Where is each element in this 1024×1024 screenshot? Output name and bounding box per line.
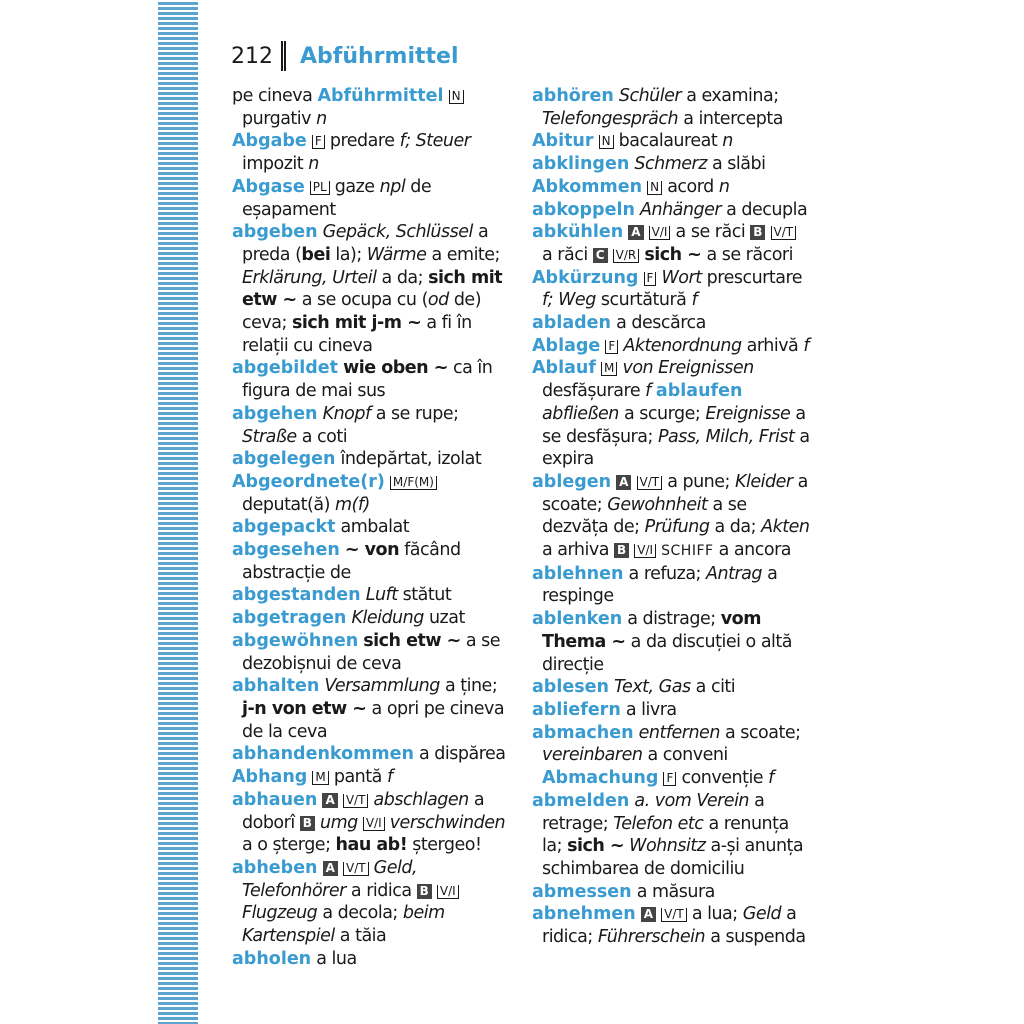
entry-text: a slăbi xyxy=(711,154,766,175)
entry-text: Aktenordnung xyxy=(623,335,742,356)
entry-text: prescurtare xyxy=(706,267,803,288)
entry-text: a decupla xyxy=(726,199,808,220)
headword: abhauen xyxy=(232,789,318,810)
entry-text: a retrage; xyxy=(542,790,765,834)
entry-text: Luft xyxy=(365,585,398,606)
entry-text: Führerschein xyxy=(597,927,706,948)
entry xyxy=(232,448,510,471)
entry-text: f xyxy=(803,335,810,356)
entry-text: a livra xyxy=(625,699,677,720)
entry-text: a expira xyxy=(542,426,810,470)
entry-text: Antrag xyxy=(706,563,762,584)
headword: Abhang xyxy=(232,767,308,788)
entry-text: bacalaureat xyxy=(618,131,718,152)
entry-text: bei xyxy=(301,244,331,265)
entry-text: Kleider xyxy=(735,471,793,492)
gender-label: N xyxy=(599,135,614,149)
entry-text: a ridica; xyxy=(542,904,797,948)
entry-text: gaze xyxy=(334,176,375,197)
entry-text: deputat(ă) xyxy=(242,494,330,515)
entry-text: entfernen xyxy=(638,722,720,743)
entry-text: a se dezobișnui de ceva xyxy=(242,630,500,674)
entry-text: a decola; xyxy=(322,903,398,924)
entry xyxy=(532,790,810,881)
entry-text: Ereignisse xyxy=(705,403,791,424)
entry-text: a scoate; xyxy=(725,722,801,743)
entry xyxy=(232,176,510,221)
entry xyxy=(232,539,510,584)
right-column xyxy=(532,85,810,949)
headword: abgeben xyxy=(232,222,318,243)
entry-text: a lua xyxy=(316,948,357,969)
entry xyxy=(532,221,810,266)
sense-marker: A xyxy=(616,475,631,490)
headword: abholen xyxy=(232,948,312,969)
entry xyxy=(532,130,810,153)
entry xyxy=(532,312,810,335)
entry xyxy=(532,335,810,358)
headword: abmessen xyxy=(532,881,632,902)
entry-text: Anhänger xyxy=(640,199,722,220)
entry-text: convenție xyxy=(681,768,764,789)
verb-label: V/I xyxy=(437,885,459,899)
headword: abgesehen xyxy=(232,540,340,561)
headword: ablesen xyxy=(532,677,609,698)
entry-text: a măsura xyxy=(636,881,715,902)
entry-text: acord xyxy=(667,176,714,197)
sense-marker: A xyxy=(322,793,337,808)
entry xyxy=(532,199,810,222)
headword: abhalten xyxy=(232,676,320,697)
left-column xyxy=(232,85,510,970)
entry-text: Versammlung xyxy=(324,676,440,697)
headword: abliefern xyxy=(532,699,621,720)
entry-text: a conveni xyxy=(647,745,728,766)
entry xyxy=(232,675,510,743)
gender-label: M/F(M) xyxy=(390,476,437,490)
entry-text: a lua; xyxy=(691,904,738,925)
entry-text: Gepäck, Schlüssel xyxy=(322,222,473,243)
gender-label: M xyxy=(601,362,617,376)
entry-text: abschlagen xyxy=(373,789,469,810)
entry-text: Telefon etc xyxy=(613,813,704,834)
gender-label: N xyxy=(647,181,662,195)
gender-label: PL xyxy=(310,181,330,195)
entry-text: a arhiva xyxy=(542,540,609,561)
verb-label: V/I xyxy=(634,544,656,558)
gender-label: M xyxy=(312,771,328,785)
entry-text: a se răcori xyxy=(706,244,793,265)
headword: abmachen xyxy=(532,722,634,743)
entry-text: Wohnsitz xyxy=(629,836,706,857)
entry-text: a da discuției o altă direcție xyxy=(542,631,792,675)
headword: Abkommen xyxy=(532,176,643,197)
entry-text: sich mit etw ~ xyxy=(242,267,503,311)
headword: abkühlen xyxy=(532,222,624,243)
entry-text: sich etw ~ xyxy=(363,630,461,651)
entry-text: Telefongespräch xyxy=(542,108,679,129)
entry-text: f xyxy=(691,290,698,311)
gender-label: F xyxy=(605,340,618,354)
entry xyxy=(232,357,510,402)
entry-text: uzat xyxy=(428,608,465,629)
headword: abnehmen xyxy=(532,904,636,925)
entry-text: a pune; xyxy=(667,471,730,492)
entry-text: sich mit j-m ~ xyxy=(291,313,422,334)
headword: Abgase xyxy=(232,176,305,197)
verb-label: V/T xyxy=(343,862,369,876)
entry xyxy=(232,789,510,857)
entry-text: Text, Gas xyxy=(614,677,691,698)
headword: Abführmittel xyxy=(317,86,444,106)
verb-label: V/T xyxy=(661,908,687,922)
domain-label: SCHIFF xyxy=(661,543,714,560)
headword: abgepackt xyxy=(232,517,336,538)
entry xyxy=(532,676,810,699)
entry xyxy=(532,153,810,176)
entry xyxy=(532,471,810,563)
entry xyxy=(532,608,810,676)
sense-marker: A xyxy=(628,225,643,240)
entry xyxy=(232,221,510,357)
entry-text: ambalat xyxy=(340,517,410,538)
entry-text: Kleidung xyxy=(351,608,424,629)
verb-label: V/T xyxy=(343,794,369,808)
headword: abkoppeln xyxy=(532,199,635,220)
page-title: Abführmittel xyxy=(300,43,459,69)
entry-text: a scoate; xyxy=(542,471,808,515)
headword: abgestanden xyxy=(232,585,361,606)
entry-text: a da; xyxy=(714,517,757,538)
entry xyxy=(232,403,510,448)
entry-text: a dispărea xyxy=(418,744,506,765)
entry-text: a citi xyxy=(695,677,736,698)
verb-label: V/T xyxy=(771,226,797,240)
headword: Abgeordnete(r) xyxy=(232,471,385,492)
entry-text: a se desfășura; xyxy=(542,403,806,447)
entry-text: a scurge; xyxy=(623,403,701,424)
page-header xyxy=(231,40,458,72)
entry-text: a răci xyxy=(542,244,588,265)
entry-text: vereinbaren xyxy=(542,745,643,766)
entry-text: de) ceva; xyxy=(242,290,482,334)
entry-text: f xyxy=(645,381,651,402)
entry-text: f; Steuer xyxy=(399,131,471,152)
verb-label: V/T xyxy=(637,476,663,490)
entry-text: Schüler xyxy=(618,86,682,106)
entry xyxy=(232,630,510,675)
headword: abgelegen xyxy=(232,449,336,470)
headword: abheben xyxy=(232,857,318,878)
entry-text: Akten xyxy=(761,517,810,538)
header-divider xyxy=(281,41,286,71)
entry-text: îndepărtat, izolat xyxy=(340,449,482,470)
headword: abgehen xyxy=(232,403,318,424)
entry-text: Straße xyxy=(242,426,297,447)
entry-text: m(f) xyxy=(334,494,370,515)
entry-text: pe cineva xyxy=(232,86,313,106)
entry-text: a ancora xyxy=(718,540,791,561)
entry xyxy=(232,857,510,948)
entry-text: von Ereignissen xyxy=(622,358,754,379)
gender-label: F xyxy=(644,272,657,286)
entry-text: sich ~ xyxy=(644,244,702,265)
headword: ablehnen xyxy=(532,563,624,584)
entry xyxy=(232,948,510,971)
entry-text: a fi în relații cu cineva xyxy=(242,313,472,356)
entry xyxy=(532,85,810,130)
entry-text: verschwinden xyxy=(389,812,506,833)
sense-marker: A xyxy=(323,861,338,876)
headword: abmelden xyxy=(532,790,630,811)
headword: Abitur xyxy=(532,131,594,152)
headword: abhandenkommen xyxy=(232,744,414,765)
entry-text: Gewohnheit xyxy=(607,494,708,515)
entry-text: ca în figura de mai sus xyxy=(242,358,493,402)
entry-text: f; Weg xyxy=(542,290,596,311)
entry xyxy=(232,766,510,789)
page-number: 212 xyxy=(231,43,273,69)
headword: abhören xyxy=(532,86,614,106)
headword: ablenken xyxy=(532,609,623,630)
gender-label: F xyxy=(312,135,325,149)
headword: Abgabe xyxy=(232,131,307,152)
entry xyxy=(232,516,510,539)
entry-text: a se dezvăța de; xyxy=(542,494,747,538)
entry xyxy=(532,357,810,471)
entry-text: purgativ xyxy=(242,108,311,129)
entry-text: umg xyxy=(320,812,358,833)
entry xyxy=(532,267,810,312)
sense-marker: B xyxy=(614,543,629,558)
entry-text: arhivă xyxy=(746,335,799,356)
entry-text: a suspenda xyxy=(710,927,806,948)
entry-text: Flugzeug xyxy=(242,903,318,924)
headword: ablegen xyxy=(532,471,612,492)
entry-text: la); xyxy=(335,244,362,265)
entry-text: a coti xyxy=(301,426,348,447)
entry xyxy=(232,584,510,607)
entry xyxy=(232,607,510,630)
entry-text: a ridica xyxy=(350,880,412,901)
entry-text: a. vom Verein xyxy=(634,790,750,811)
headword: abgebildet xyxy=(232,358,339,379)
entry-text: de eșapament xyxy=(242,176,432,220)
sense-marker: A xyxy=(641,907,656,922)
entry-text: făcând abstracție de xyxy=(242,540,461,583)
headword: Abkürzung xyxy=(532,267,639,288)
entry-text: npl xyxy=(379,176,406,197)
entry-text: a tăia xyxy=(339,926,387,947)
entry-text: f xyxy=(768,768,774,789)
entry-text: a da; xyxy=(381,267,424,288)
entry-text: a preda ( xyxy=(242,222,489,265)
entry-text: a respinge xyxy=(542,563,778,607)
entry-text: a examina; xyxy=(686,86,779,106)
gender-label: F xyxy=(663,772,676,786)
entry xyxy=(232,471,510,516)
entry-text: n xyxy=(308,154,319,175)
entry-text: a o șterge; xyxy=(242,835,331,856)
entry-text: vom Thema ~ xyxy=(542,609,761,652)
entry-text: f xyxy=(386,767,393,788)
entry-text: Wort xyxy=(661,267,702,288)
entry-text: a opri pe cineva de la ceva xyxy=(242,698,505,742)
verb-label: V/I xyxy=(363,817,385,831)
sense-marker: B xyxy=(417,884,432,899)
entry-text: Geld xyxy=(742,904,782,925)
headword: abklingen xyxy=(532,154,630,175)
entry-text: impozit xyxy=(242,154,304,175)
entry-text: j-n von etw ~ xyxy=(242,698,367,719)
headword: Ablauf xyxy=(532,358,596,379)
entry xyxy=(532,563,810,608)
entry xyxy=(232,743,510,766)
headword: Abmachung xyxy=(542,768,659,789)
entry-text: Knopf xyxy=(322,403,371,424)
entry-text: scurtătură xyxy=(600,290,687,311)
entry-text: n xyxy=(722,131,733,152)
entry xyxy=(532,176,810,199)
entry xyxy=(532,699,810,722)
entry-text: a-și anunța schimbarea de domiciliu xyxy=(542,836,804,879)
entry-text: wie oben ~ xyxy=(343,358,448,379)
entry-text: a distrage; xyxy=(627,609,716,630)
entry-text: stătut xyxy=(402,585,452,606)
entry-text: a ține; xyxy=(444,676,498,697)
entry-text: sich ~ xyxy=(567,836,625,857)
headword: abgewöhnen xyxy=(232,630,359,651)
entry xyxy=(232,130,510,175)
headword: abgetragen xyxy=(232,608,347,629)
entry-text: pantă xyxy=(333,767,382,788)
headword: ablaufen xyxy=(655,381,743,402)
entry-text: beim Kartenspiel xyxy=(242,903,445,947)
entry-text: Schmerz xyxy=(634,154,707,175)
entry-text: ~ von xyxy=(344,540,400,561)
entry xyxy=(532,881,810,904)
entry-text: desfășurare xyxy=(542,381,641,402)
entry-text: a se răci xyxy=(675,222,746,243)
verb-label: V/R xyxy=(613,249,640,263)
entry-text: a renunța la; xyxy=(542,813,789,857)
sense-marker: C xyxy=(593,248,608,263)
entry-text: a intercepta xyxy=(683,108,783,129)
entry-text: Pass, Milch, Frist xyxy=(657,426,795,447)
entry-text: a emite; xyxy=(431,244,500,265)
entry-text: Prüfung xyxy=(644,517,710,538)
entry-text: a descărca xyxy=(616,313,706,334)
entry-text: od xyxy=(427,290,449,311)
sense-marker: B xyxy=(750,225,765,240)
gender-label: N xyxy=(449,90,464,104)
verb-label: V/I xyxy=(649,226,671,240)
entry-text: predare xyxy=(329,131,395,152)
entry-text: a se ocupa cu ( xyxy=(301,290,428,311)
entry-text: hau ab! xyxy=(335,835,408,856)
entry-text: Wärme xyxy=(366,244,427,265)
entry xyxy=(532,722,810,790)
page-edge-stripes xyxy=(158,0,198,1024)
entry-text: n xyxy=(316,108,327,129)
entry-text: a refuza; xyxy=(628,563,701,584)
sense-marker: B xyxy=(300,816,315,831)
headword: Ablage xyxy=(532,335,601,356)
entry-text: ștergeo! xyxy=(412,835,482,856)
entry xyxy=(232,85,510,130)
entry-text: Geld, Telefonhörer xyxy=(242,857,418,901)
entry-text: n xyxy=(718,176,730,197)
entry xyxy=(532,903,810,948)
entry-text: Erklärung, Urteil xyxy=(242,267,377,288)
entry-text: abfließen xyxy=(542,403,619,424)
entry-text: a doborî xyxy=(242,789,485,833)
headword: abladen xyxy=(532,313,611,334)
entry-text: a se rupe; xyxy=(375,403,459,424)
